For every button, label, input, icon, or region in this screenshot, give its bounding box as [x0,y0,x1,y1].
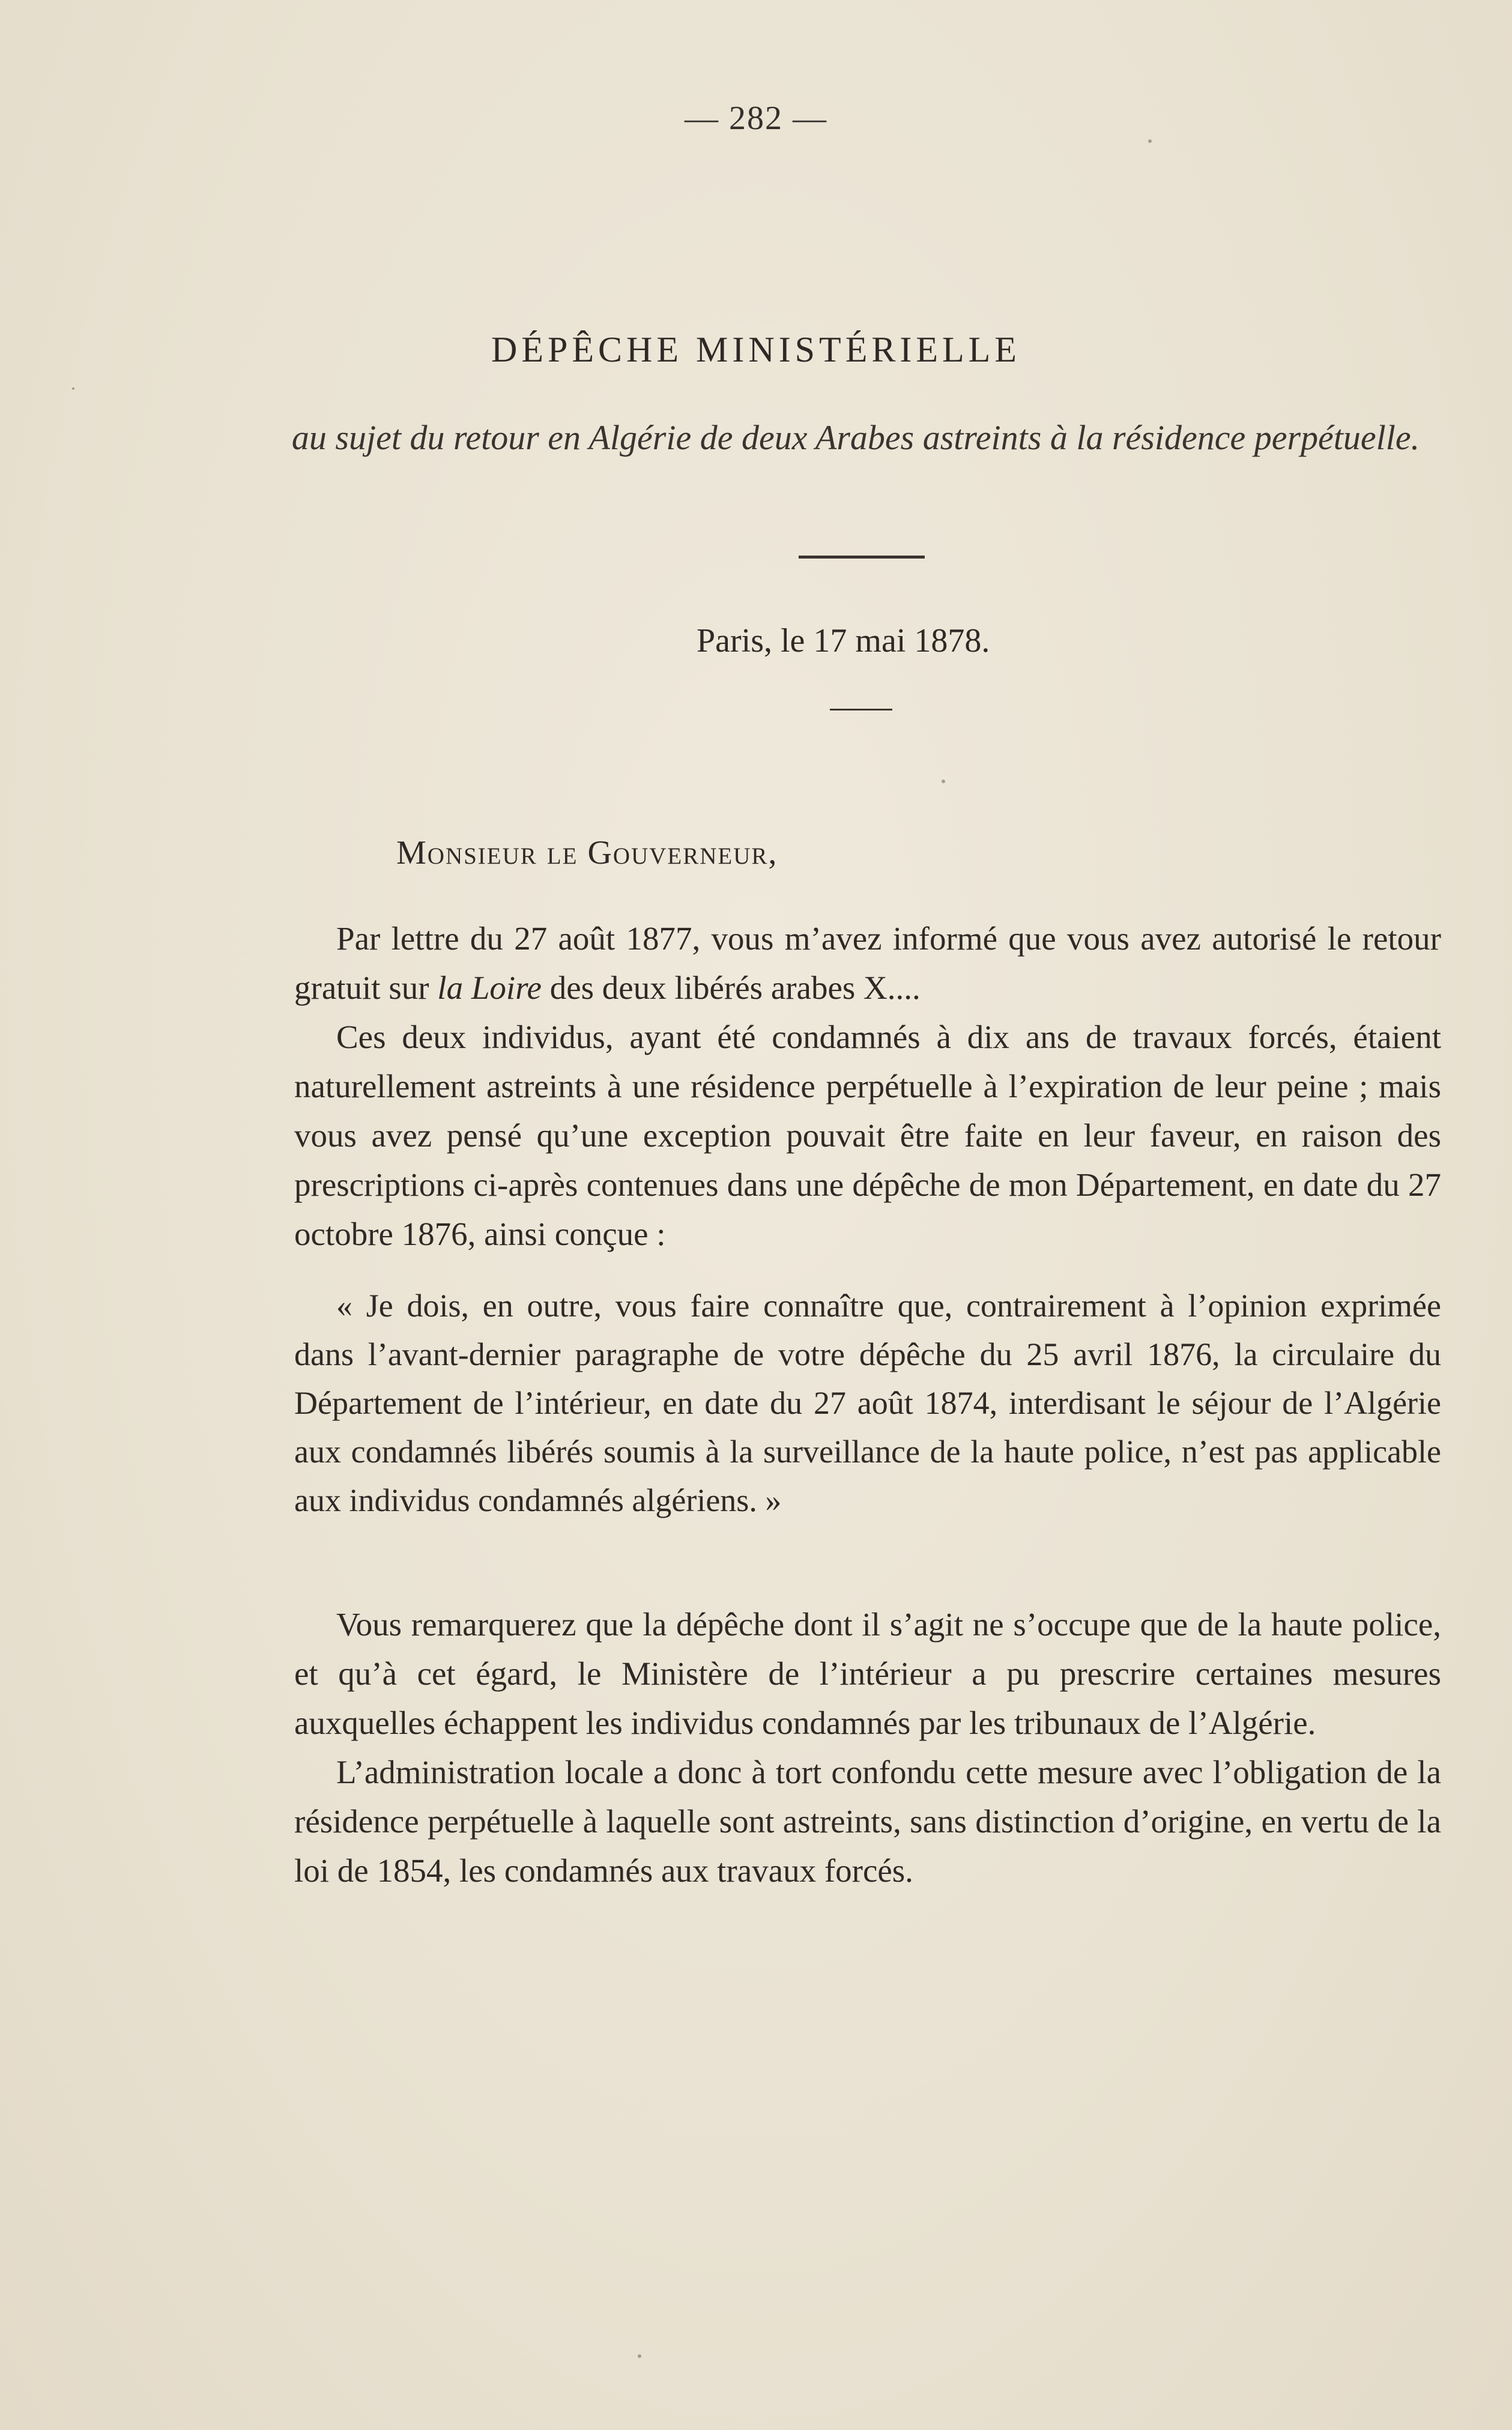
document-subtitle: au sujet du retour en Algérie de deux Arabes astreints à la résidence perpétuelle. [291,418,1420,457]
salutation [396,834,778,872]
paragraph-1 [294,914,1441,1013]
title-divider [799,556,925,559]
dateline: Paris, le 17 mai 1878. [697,622,990,659]
paragraph-4: L’administration locale a donc à tort confondu cette mesure avec l’obligation de la résidence perpétuelle à laquelle sont astreints, sans distinction d’origine, en vertu de la loi de 1854, les condamnés aux travaux forcés. [294,1754,1441,1889]
paragraph-3: Vous remarquerez que la dépêche dont il s’agit ne s’occupe que de la haute police, et qu’à cet égard, le Ministère de l’intérieur a pu prescrire certaines mesures auxquelles échappent les individus condamnés par les tribunaux de l’Algérie. [294,1606,1441,1741]
paper-speck [942,780,945,783]
body-section-2 [294,1600,1441,1895]
page-number: — 282 — [685,100,827,137]
paper-speck [1148,139,1152,143]
quoted-dispatch [294,1282,1441,1525]
salutation-middle-word: le [546,834,578,871]
dateline-divider [830,709,892,711]
body-section-1 [294,914,1441,1259]
paragraph-2: Ces deux individus, ayant été condamnés à dix ans de travaux forcés, étaient naturellement astreints à une résidence perpétuelle à l’expiration de leur peine ; mais vous avez pensé qu’une exception pouvait être faite en leur faveur, en raison des prescriptions ci-après contenues dans une dépêche de mon Département, en date du 27 octobre 1876, ainsi conçue : [294,1019,1441,1252]
salutation-last-word: Gouverneur, [587,834,778,871]
paragraph-1-start: Par lettre du 27 août 1877, vous m’avez informé que vous avez autorisé le retour gratuit sur [294,920,1441,1006]
paper-speck [72,387,74,390]
paper-speck [638,2354,641,2358]
document-title: DÉPÊCHE MINISTÉRIELLE [491,330,1021,369]
quote-text: « Je dois, en outre, vous faire connaître que, contrairement à l’opinion exprimée dans l’avant-dernier paragraphe de votre dépêche du 25 avril 1876, la circulaire du Département de l’intérieur, en date du 27 août 1874, interdisant le séjour de l’Algérie aux condamnés libérés soumis à la surveillance de la haute police, n’est pas applicable aux individus condamnés algériens. » [294,1288,1441,1518]
ship-name: la Loire [437,969,542,1006]
salutation-first-word: Monsieur [396,834,537,871]
paragraph-1-end: des deux libérés arabes X.... [541,969,921,1006]
